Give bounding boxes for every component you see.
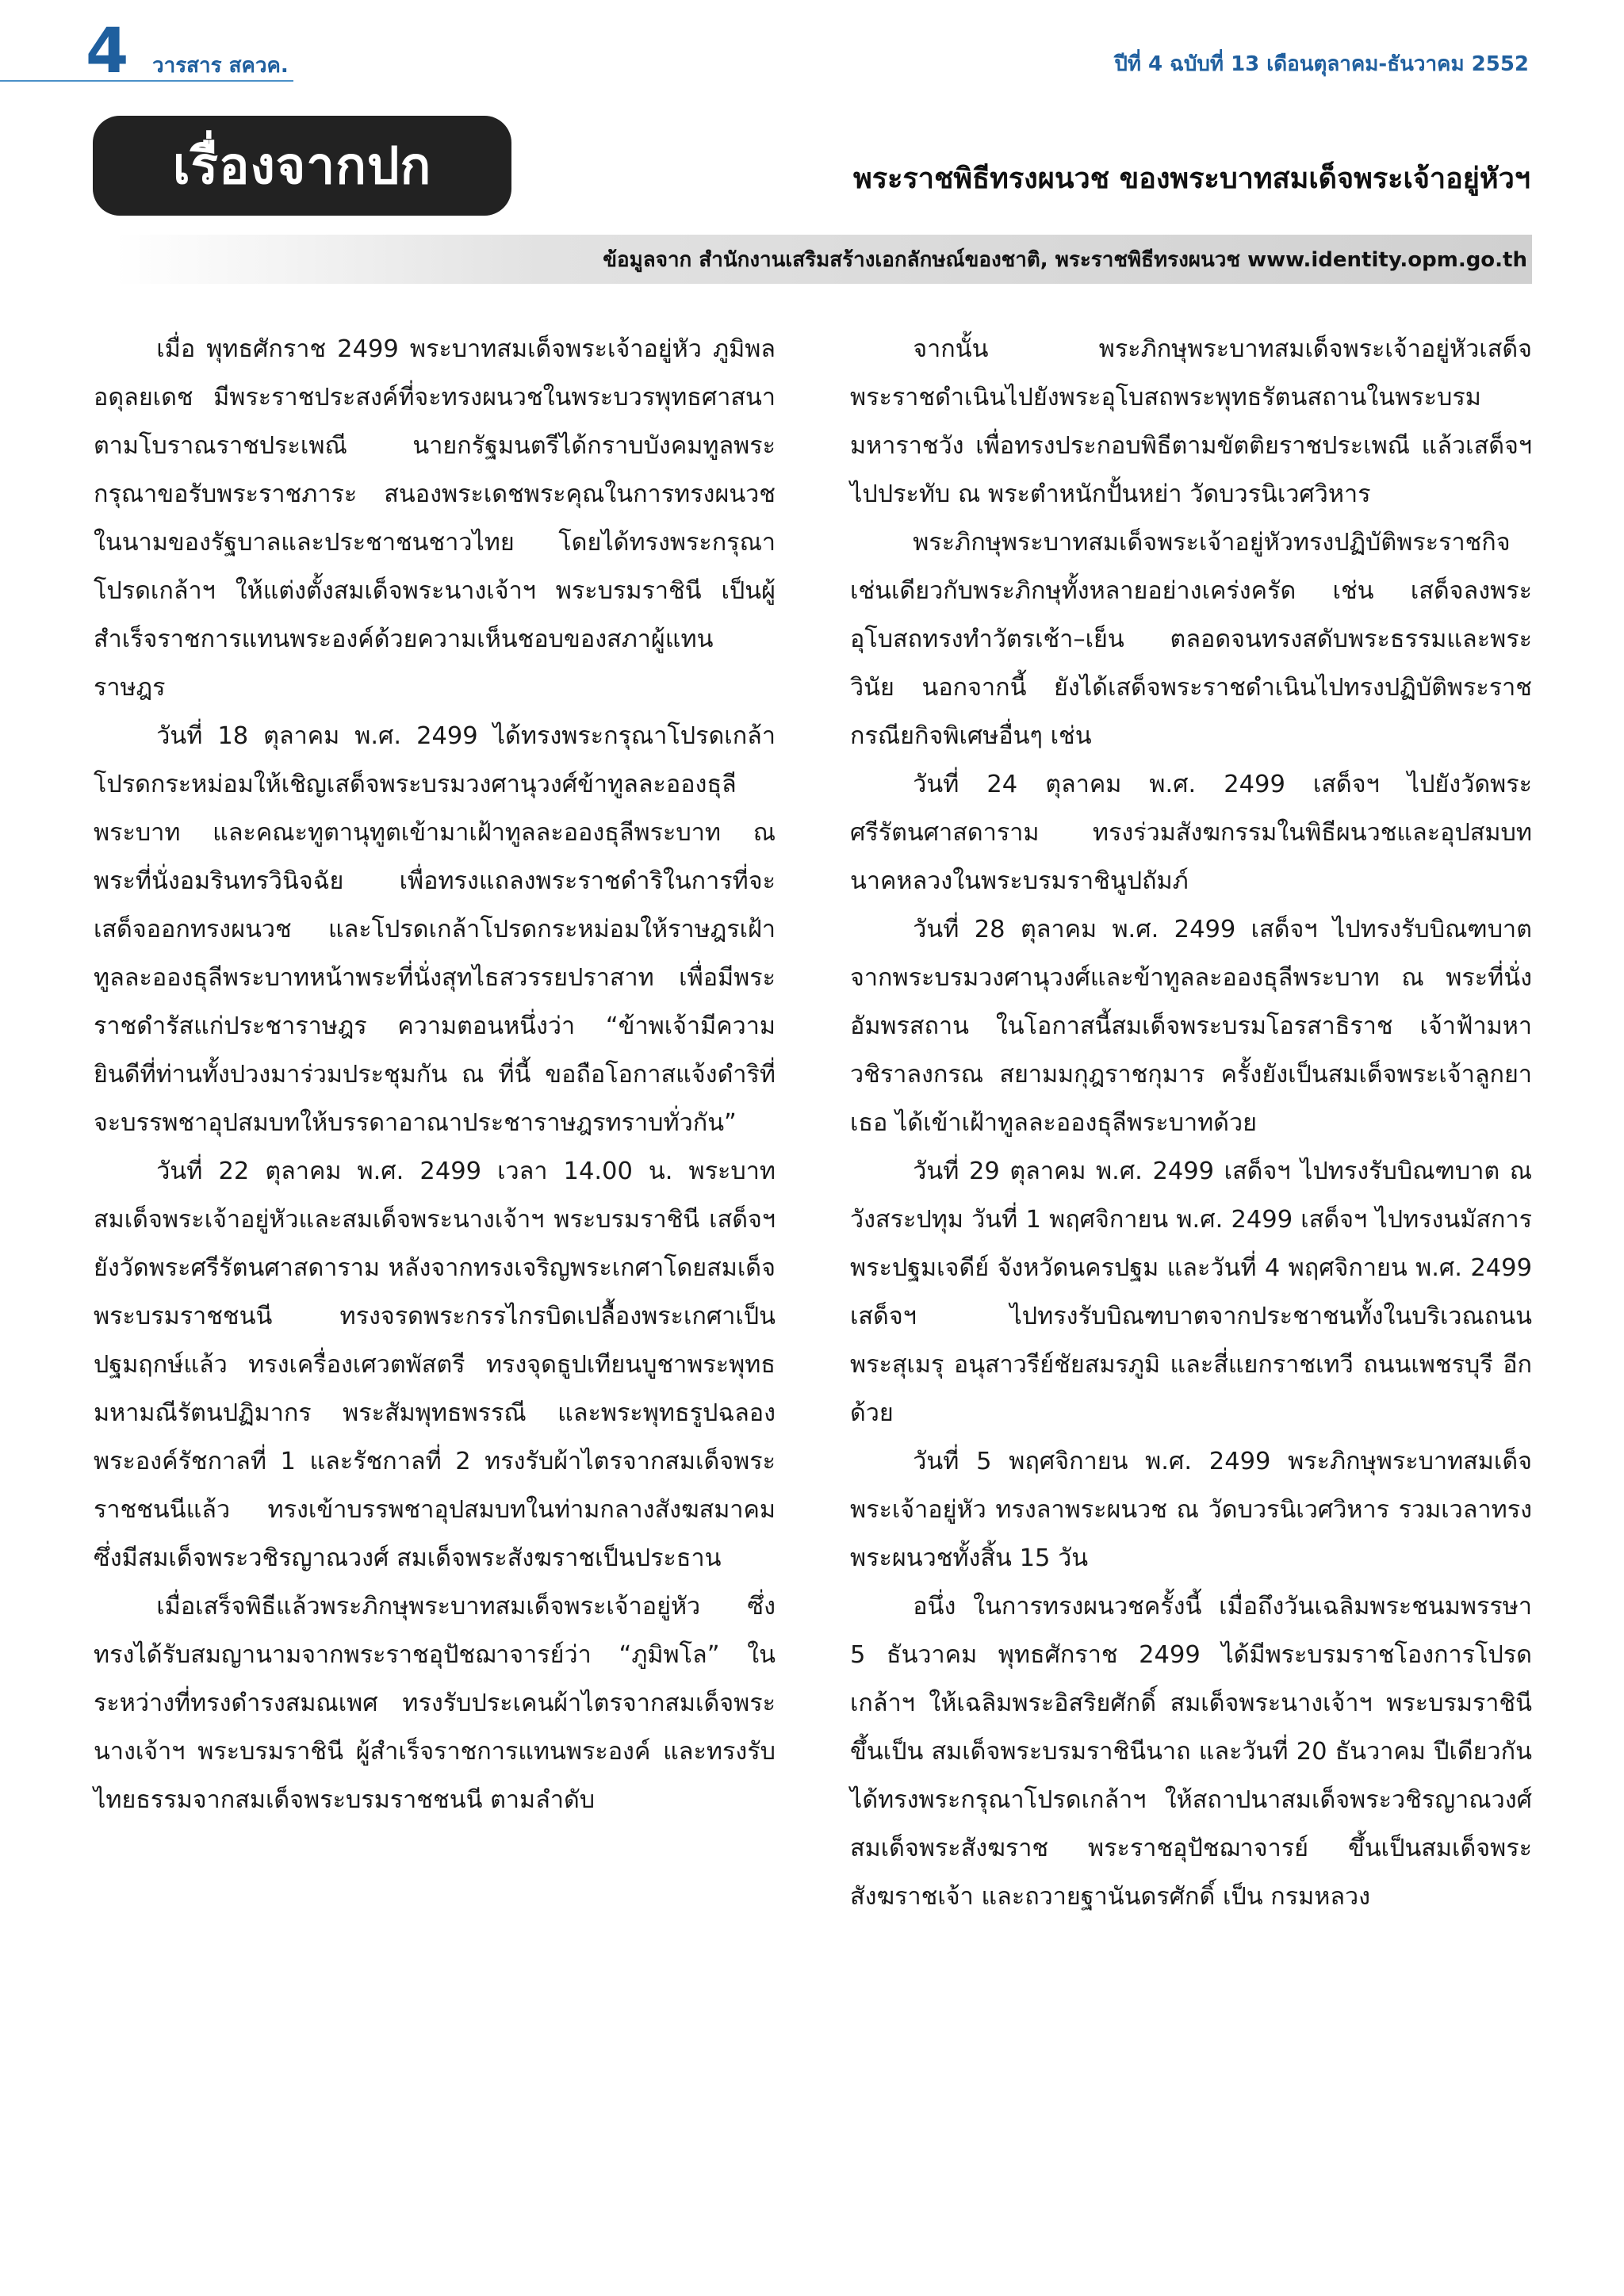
right-column — [850, 325, 1532, 1921]
source-bar — [116, 235, 1532, 284]
article-title: พระราชพิธีทรงผนวช ของพระบาทสมเด็จพระเจ้าอยู่หัวฯ — [853, 163, 1530, 195]
header-rule — [0, 80, 293, 82]
paragraph: เมื่อเสร็จพิธีแล้วพระภิกษุพระบาทสมเด็จพระเจ้าอยู่หัว ซึ่งทรงได้รับสมญานามจากพระราชอุปัชฌาจารย์ว่า “ภูมิพโล” ในระหว่างที่ทรงดำรงสมณเพศ ทรงรับประเคนผ้าไตรจากสมเด็จพระนางเจ้าฯ พระบรมราชินี ผู้สำเร็จราชการแทนพระองค์ และทรงรับไทยธรรมจากสมเด็จพระบรมราชชนนี ตามลำดับ — [94, 1593, 776, 1814]
paragraph: วันที่ 28 ตุลาคม พ.ศ. 2499 เสด็จฯ ไปทรงรับบิณฑบาต จากพระบรมวงศานุวงศ์และข้าทูลละอองธุลีพระบาท ณ พระที่นั่งอัมพรสถาน ในโอกาสนี้สมเด็จพระบรมโอรสาธิราช เจ้าฟ้ามหาวชิราลงกรณ สยามมกุฎราชกุมาร ครั้งยังเป็นสมเด็จพระเจ้าลูกยาเธอ ได้เข้าเฝ้าทูลละอองธุลีพระบาทด้วย — [850, 916, 1532, 1137]
issue-info: ปีที่ 4 ฉบับที่ 13 เดือนตุลาคม-ธันวาคม 2552 — [1114, 52, 1529, 76]
paragraph: วันที่ 24 ตุลาคม พ.ศ. 2499 เสด็จฯ ไปยังวัดพระศรีรัตนศาสดาราม ทรงร่วมสังฆกรรมในพิธีผนวชและอุปสมบทนาคหลวงในพระบรมราชินูปถัมภ์ — [850, 771, 1532, 895]
section-label: เรื่องจากปก — [93, 116, 511, 216]
paragraph: เมื่อ พุทธศักราช 2499 พระบาทสมเด็จพระเจ้าอยู่หัว ภูมิพลอดุลยเดช มีพระราชประสงค์ที่จะทรงผนวชในพระบวรพุทธศาสนาตามโบราณราชประเพณี นายกรัฐมนตรีได้กราบบังคมทูลพระกรุณาขอรับพระราชภาระ สนองพระเดชพระคุณในการทรงผนวชในนามของรัฐบาลและประชาชนชาวไทย โดยได้ทรงพระกรุณาโปรดเกล้าฯ ให้แต่งตั้งสมเด็จพระนางเจ้าฯ พระบรมราชินี เป็นผู้สำเร็จราชการแทนพระองค์ด้วยความเห็นชอบของสภาผู้แทนราษฎร — [94, 335, 776, 702]
page-number: 4 — [86, 16, 129, 87]
source-credit: ข้อมูลจาก สำนักงานเสริมสร้างเอกลักษณ์ของชาติ, พระราชพิธีทรงผนวช www.identity.opm.go.th — [603, 247, 1527, 272]
paragraph: จากนั้น พระภิกษุพระบาทสมเด็จพระเจ้าอยู่หัวเสด็จพระราชดำเนินไปยังพระอุโบสถพระพุทธรัตนสถานในพระบรมมหาราชวัง เพื่อทรงประกอบพิธีตามขัตติยราชประเพณี แล้วเสด็จฯ ไปประทับ ณ พระตำหนักปั้นหย่า วัดบวรนิเวศวิหาร — [850, 335, 1532, 508]
paragraph: วันที่ 22 ตุลาคม พ.ศ. 2499 เวลา 14.00 น. พระบาทสมเด็จพระเจ้าอยู่หัวและสมเด็จพระนางเจ้าฯ พระบรมราชินี เสด็จฯ ยังวัดพระศรีรัตนศาสดาราม หลังจากทรงเจริญพระเกศาโดยสมเด็จพระบรมราชชนนี ทรงจรดพระกรรไกรบิดเปลื้องพระเกศาเป็นปฐมฤกษ์แล้ว ทรงเครื่องเศวตพัสตรี ทรงจุดธูปเทียนบูชาพระพุทธมหามณีรัตนปฏิมากร พระสัมพุทธพรรณี และพระพุทธรูปฉลองพระองค์รัชกาลที่ 1 และรัชกาลที่ 2 ทรงรับผ้าไตรจากสมเด็จพระราชชนนีแล้ว ทรงเข้าบรรพชาอุปสมบทในท่ามกลางสังฆสมาคม ซึ่งมีสมเด็จพระวชิรญาณวงศ์ สมเด็จพระสังฆราชเป็นประธาน — [94, 1158, 776, 1572]
paragraph: อนึ่ง ในการทรงผนวชครั้งนี้ เมื่อถึงวันเฉลิมพระชนมพรรษา 5 ธันวาคม พุทธศักราช 2499 ได้มีพระบรมราชโองการโปรดเกล้าฯ ให้เฉลิมพระอิสริยศักดิ์ สมเด็จพระนางเจ้าฯ พระบรมราชินี ขึ้นเป็น สมเด็จพระบรมราชินีนาถ และวันที่ 20 ธันวาคม ปีเดียวกัน ได้ทรงพระกรุณาโปรดเกล้าฯ ให้สถาปนาสมเด็จพระวชิรญาณวงศ์ สมเด็จพระสังฆราช พระราชอุปัชฌาจารย์ ขึ้นเป็นสมเด็จพระสังฆราชเจ้า และถวายฐานันดรศักดิ์ เป็น กรมหลวง — [850, 1593, 1532, 1911]
paragraph: วันที่ 5 พฤศจิกายน พ.ศ. 2499 พระภิกษุพระบาทสมเด็จพระเจ้าอยู่หัว ทรงลาพระผนวช ณ วัดบวรนิเวศวิหาร รวมเวลาทรงพระผนวชทั้งสิ้น 15 วัน — [850, 1448, 1532, 1572]
paragraph: วันที่ 29 ตุลาคม พ.ศ. 2499 เสด็จฯ ไปทรงรับบิณฑบาต ณ วังสระปทุม วันที่ 1 พฤศจิกายน พ.ศ. 2499 เสด็จฯ ไปทรงนมัสการพระปฐมเจดีย์ จังหวัดนครปฐม และวันที่ 4 พฤศจิกายน พ.ศ. 2499 เสด็จฯ ไปทรงรับบิณฑบาตจากประชาชนทั้งในบริเวณถนนพระสุเมรุ อนุสาวรีย์ชัยสมรภูมิ และสี่แยกราชเทวี ถนนเพชรบุรี อีกด้วย — [850, 1158, 1532, 1427]
paragraph: พระภิกษุพระบาทสมเด็จพระเจ้าอยู่หัวทรงปฏิบัติพระราชกิจ เช่นเดียวกับพระภิกษุทั้งหลายอย่างเคร่งครัด เช่น เสด็จลงพระอุโบสถทรงทำวัตรเช้า–เย็น ตลอดจนทรงสดับพระธรรมและพระวินัย นอกจากนี้ ยังได้เสด็จพระราชดำเนินไปทรงปฏิบัติพระราชกรณียกิจพิเศษอื่นๆ เช่น — [850, 529, 1532, 750]
left-column — [94, 325, 776, 1824]
paragraph: วันที่ 18 ตุลาคม พ.ศ. 2499 ได้ทรงพระกรุณาโปรดเกล้าโปรดกระหม่อมให้เชิญเสด็จพระบรมวงศานุวงศ์ข้าทูลละอองธุลีพระบาท และคณะทูตานุทูตเข้ามาเฝ้าทูลละอองธุลีพระบาท ณ พระที่นั่งอมรินทรวินิจฉัย เพื่อทรงแถลงพระราชดำริในการที่จะเสด็จออกทรงผนวช และโปรดเกล้าโปรดกระหม่อมให้ราษฎรเฝ้าทูลละอองธุลีพระบาทหน้าพระที่นั่งสุทไธสวรรยปราสาท เพื่อมีพระราชดำรัสแก่ประชาราษฎร ความตอนหนึ่งว่า “ข้าพเจ้ามีความยินดีที่ท่านทั้งปวงมาร่วมประชุมกัน ณ ที่นี้ ขอถือโอกาสแจ้งดำริที่จะบรรพชาอุปสมบทให้บรรดาอาณาประชาราษฎรทราบทั่วกัน” — [94, 722, 776, 1137]
journal-name: วารสาร สควค. — [152, 54, 289, 78]
